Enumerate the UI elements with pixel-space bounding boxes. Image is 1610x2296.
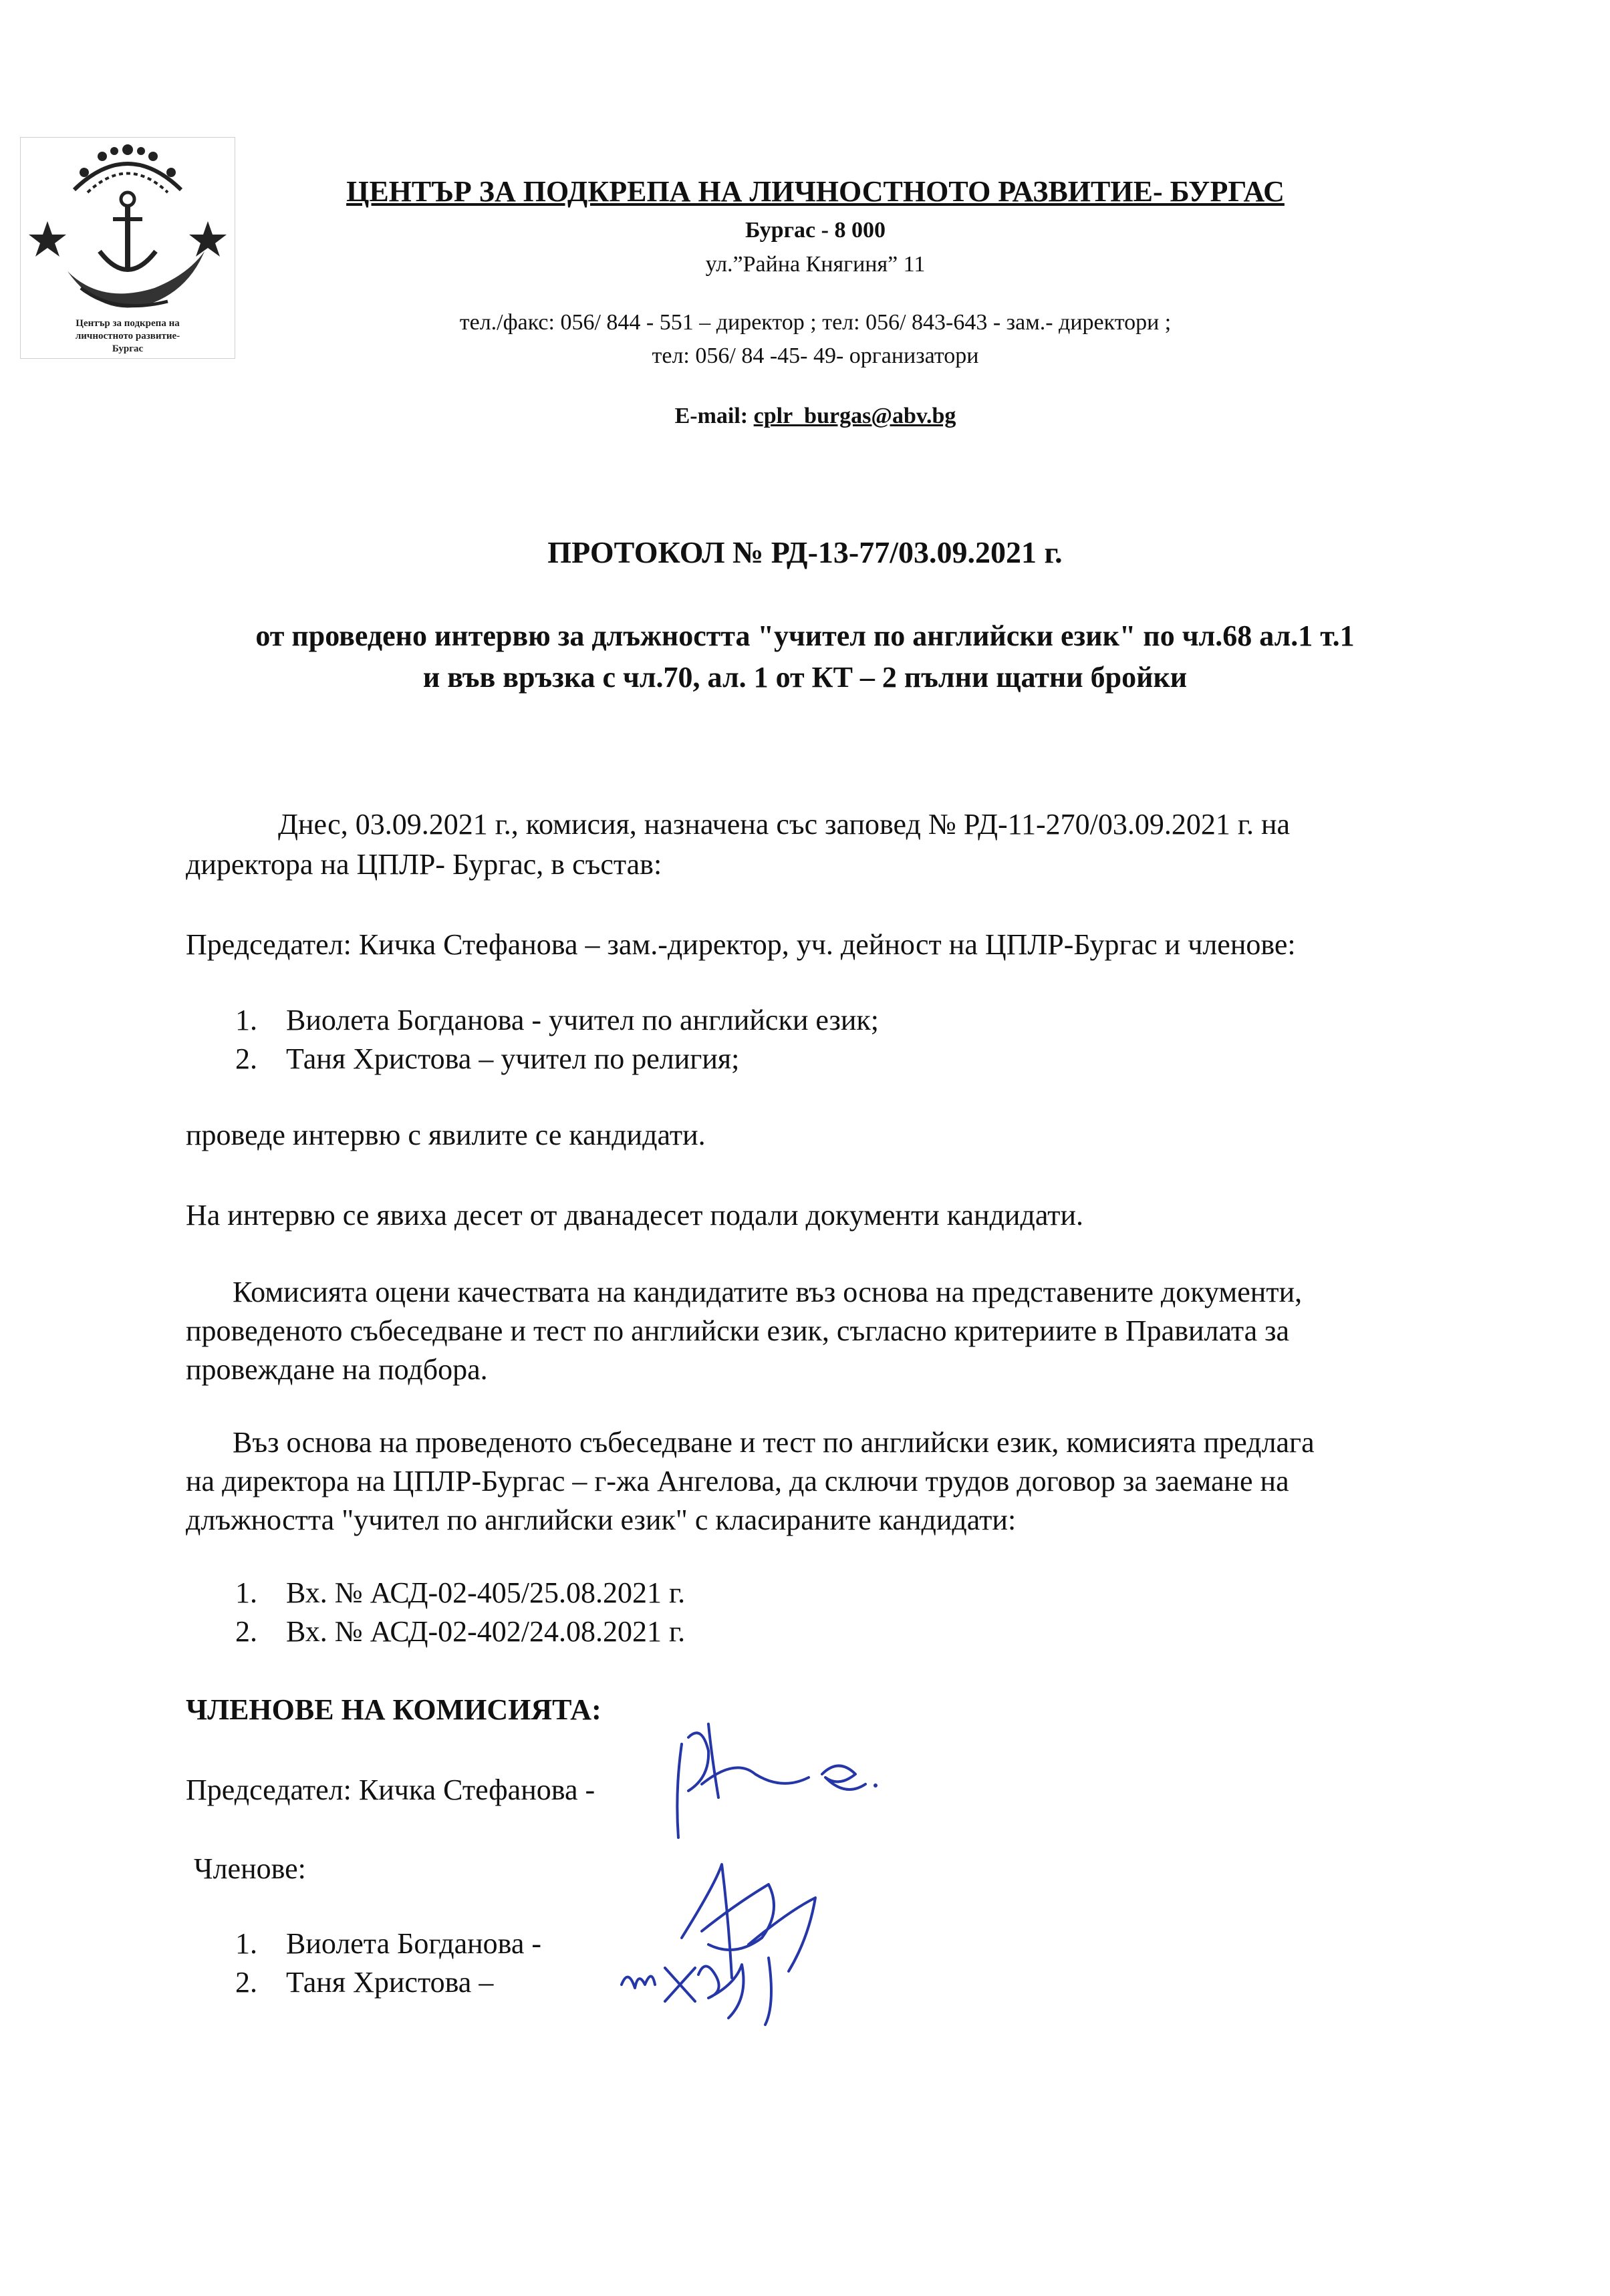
signature-members-label: Членове: [194, 1852, 306, 1885]
paragraph-attended: На интервю се явиха десет от дванадесет подали документи кандидати. [186, 1199, 1084, 1232]
organization-name: ЦЕНТЪР ЗА ПОДКРЕПА НА ЛИЧНОСТНОТО РАЗВИТИЕ- БУРГАС [346, 175, 1285, 208]
protocol-title: ПРОТОКОЛ № РД-13-77/03.09.2021 г. [547, 535, 1063, 569]
intro-line-1: Днес, 03.09.2021 г., комисия, назначена със заповед № РД-11-270/03.09.2021 г. на [278, 808, 1291, 841]
committee-heading: ЧЛЕНОВЕ НА КОМИСИЯТА: [186, 1693, 601, 1726]
organization-logo [20, 137, 235, 359]
intro-line-2: директора на ЦПЛР- Бургас, в състав: [186, 848, 662, 881]
subtitle-line-2: и във връзка с чл.70, ал. 1 от КТ – 2 пълни щатни бройки [422, 661, 1188, 694]
committee-chair: Председател: Кичка Стефанова – зам.-директор, уч. дейност на ЦПЛР-Бургас и членове: [186, 928, 1296, 961]
members-signature-icon [615, 1858, 855, 2031]
chair-signature-icon [662, 1711, 916, 1844]
assessment-line-1: Комисията оцени качествата на кандидатите въз основа на представените документи, [233, 1276, 1303, 1308]
anchor-logo-icon [21, 138, 235, 358]
paragraph-interview: проведе интервю с явилите се кандидати. [186, 1119, 706, 1151]
email-address: cplr_burgas@abv.bg [753, 404, 956, 428]
svg-text:Център за подкрепа на: Център за подкрепа на [76, 318, 180, 329]
phone-line-2: тел: 056/ 84 -45- 49- организатори [652, 343, 979, 368]
proposal-line-3: длъжността "учител по английски език" с класираните кандидати: [186, 1503, 1017, 1536]
signature-chair-label: Председател: Кичка Стефанова - [186, 1773, 595, 1806]
phone-line-1: тел./факс: 056/ 844 - 551 – директор ; тел: 056/ 843-643 - зам.- директори ; [459, 310, 1172, 335]
signature-member-item: 1. Виолета Богданова - [235, 1927, 542, 1960]
candidate-item: 2. Вх. № АСД-02-402/24.08.2021 г. [235, 1615, 686, 1648]
assessment-line-2: проведеното събеседване и тест по английски език, съгласно критериите в Правилата за [186, 1314, 1290, 1347]
signature-member-item: 2. Таня Христова – [235, 1966, 494, 1999]
city-postcode: Бургас - 8 000 [745, 218, 886, 243]
proposal-line-1: Въз основа на проведеното събеседване и тест по английски език, комисията предлага [233, 1426, 1315, 1459]
member-item: 1. Виолета Богданова - учител по английски език; [235, 1004, 879, 1036]
svg-text:личностното развитие-: личностното развитие- [75, 331, 180, 341]
email-line [264, 401, 1367, 432]
email-label: E-mail: [674, 404, 749, 428]
candidate-item: 1. Вх. № АСД-02-405/25.08.2021 г. [235, 1576, 686, 1609]
svg-text:Бургас: Бургас [112, 343, 144, 354]
subtitle-line-1: от проведено интервю за длъжността "учител по английски език" по чл.68 ал.1 т.1 [255, 619, 1355, 652]
member-item: 2. Таня Христова – учител по религия; [235, 1042, 740, 1075]
assessment-line-3: провеждане на подбора. [186, 1353, 488, 1386]
street-address: ул.”Райна Княгиня” 11 [705, 252, 926, 277]
proposal-line-2: на директора на ЦПЛР-Бургас – г-жа Ангелова, да сключи трудов договор за заемане на [186, 1465, 1289, 1497]
